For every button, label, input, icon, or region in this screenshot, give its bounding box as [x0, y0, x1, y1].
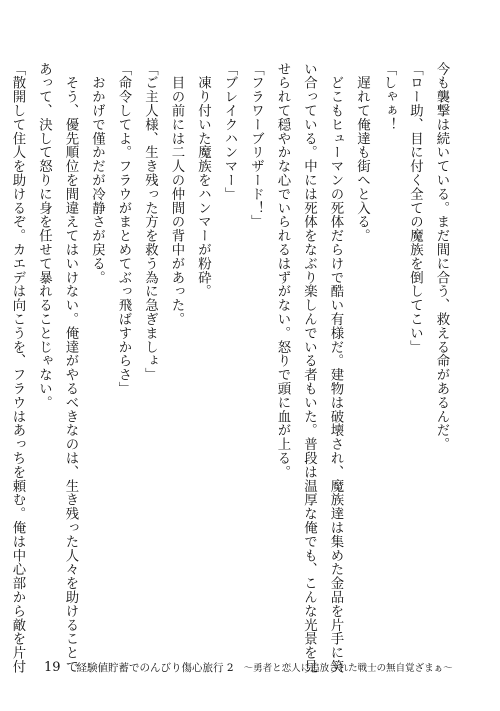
book-title: 経験値貯蓄でのんびり傷心旅行 2 — [76, 662, 234, 674]
text-line: あって、決して怒りに身を任せて暴れることじゃない。 — [36, 62, 52, 410]
text-line: せられて穏やかな心でいられるはずがない。怒りで頭に血が上る。 — [275, 62, 290, 479]
page-footer — [44, 660, 453, 675]
text-line: 「ご主人様、生き残った方を救う為に急ぎましょ」 — [142, 62, 158, 382]
text-line: 「しゃぁ！ — [381, 62, 396, 132]
text-line: 「ロー助、目に付く全ての魔族を倒してこい」 — [407, 62, 423, 354]
text-line: 遅れて俺達も街へと入る。 — [354, 62, 370, 243]
text-line: 目の前には二人の仲間の背中があった。 — [169, 62, 184, 327]
text-line: どこもヒューマンの死体だらけで酷い有様だ。建物は破壊され、魔族達は集めた金品を片手に笑 — [328, 62, 343, 674]
page-number: 19 — [44, 660, 61, 675]
text-line: 「散開して住人を助けるぞ。カエデは向こうを、フラウはあっちを頼む。俺は中心部から敵を片付 — [10, 62, 25, 674]
text-line: おかげで僅かだが冷静さが戻る。 — [89, 62, 105, 285]
text-line: 「フラワーブリザード！」 — [248, 62, 264, 229]
text-line — [0, 62, 4, 622]
text-line: 「命令してよ。フラウがまとめてぶっ飛ばすからさ」 — [116, 62, 131, 396]
text-line: 今も襲撃は続いている。まだ間に合う、救える命があるんだ。 — [434, 62, 449, 452]
text-line: そう、優先順位を間違えてはいけない。俺達がやるべきなのは、生き残った人々を助けることで — [63, 62, 78, 674]
text-line: い合っている。中には死体をなぶり楽しんでいる者もいた。普段は温厚な俺でも、こんな光景を見 — [301, 62, 317, 674]
text-line: 凍り付いた魔族をハンマーが粉砕。 — [195, 62, 211, 299]
text-line: 「ブレイクハンマー」 — [222, 62, 237, 201]
book-subtitle: 〜勇者と恋人に追放された戦士の無自覚ざまぁ〜 — [243, 663, 453, 674]
